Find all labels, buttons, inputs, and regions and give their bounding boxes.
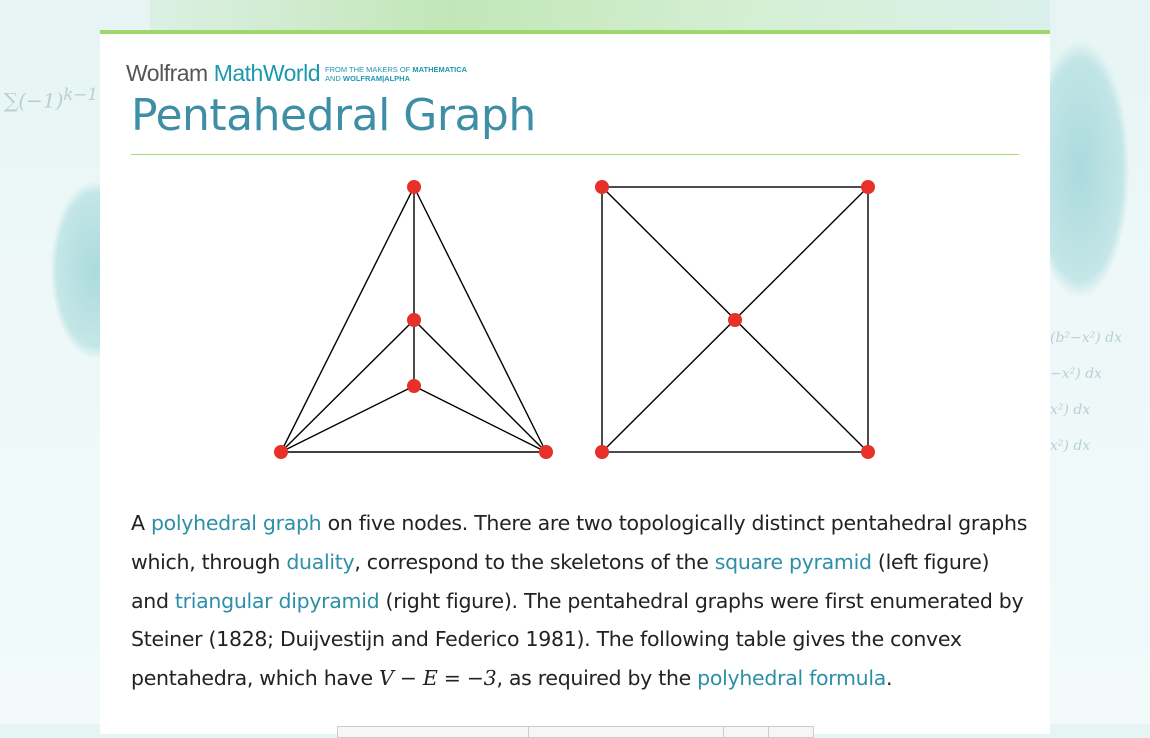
graph-node [407, 313, 421, 327]
logo-brand: Wolfram [126, 60, 208, 86]
link-duality[interactable]: duality [286, 549, 355, 574]
graph-node [595, 180, 609, 194]
background-formula: (b²−x²) dx −x²) dx x²) dx x²) dx [1050, 330, 1123, 454]
graph-node [861, 180, 875, 194]
square-pyramid-graph [274, 180, 553, 459]
graph-node [539, 445, 553, 459]
pentahedra-table [337, 726, 814, 738]
link-square-pyramid[interactable]: square pyramid [714, 549, 872, 574]
graph-node [728, 313, 742, 327]
link-polyhedral-graph[interactable]: polyhedral graph [150, 511, 322, 535]
triangular-dipyramid-graph [595, 180, 875, 459]
page-title: Pentahedral Graph [131, 90, 536, 141]
link-triangular-dipyramid[interactable]: triangular dipyramid [174, 588, 380, 613]
graph-node [595, 445, 609, 459]
graph-node [407, 379, 421, 393]
content-card [100, 30, 1050, 734]
logo-tagline: FROM THE MAKERS OF MATHEMATICA AND WOLFRAM|ALPHA [324, 64, 468, 83]
background-formula: $\sum(-1)^{k-1}$ [4, 85, 99, 113]
graph-node [861, 445, 875, 459]
pentahedral-graphs-figure [100, 34, 1050, 494]
graph-node [407, 180, 421, 194]
description-paragraph: A polyhedral graph on five nodes. There are two topologically distinct pentahedral graphs which, through duality, correspond to the skeletons of the square pyramid (left figure) and triangular dipyramid (right figure). The pentahedral graphs were first enumerated by Steiner (1828; Duijvestijn and Federico 1981). The following table gives the convex pentahedra, which have V − E = −3, as required by the polyhedral formula. [131, 511, 1028, 691]
math-formula: V − E = −3 [379, 666, 497, 691]
logo-product: MathWorld [213, 60, 320, 86]
link-polyhedral-formula[interactable]: polyhedral formula [697, 666, 887, 691]
graph-node [274, 445, 288, 459]
